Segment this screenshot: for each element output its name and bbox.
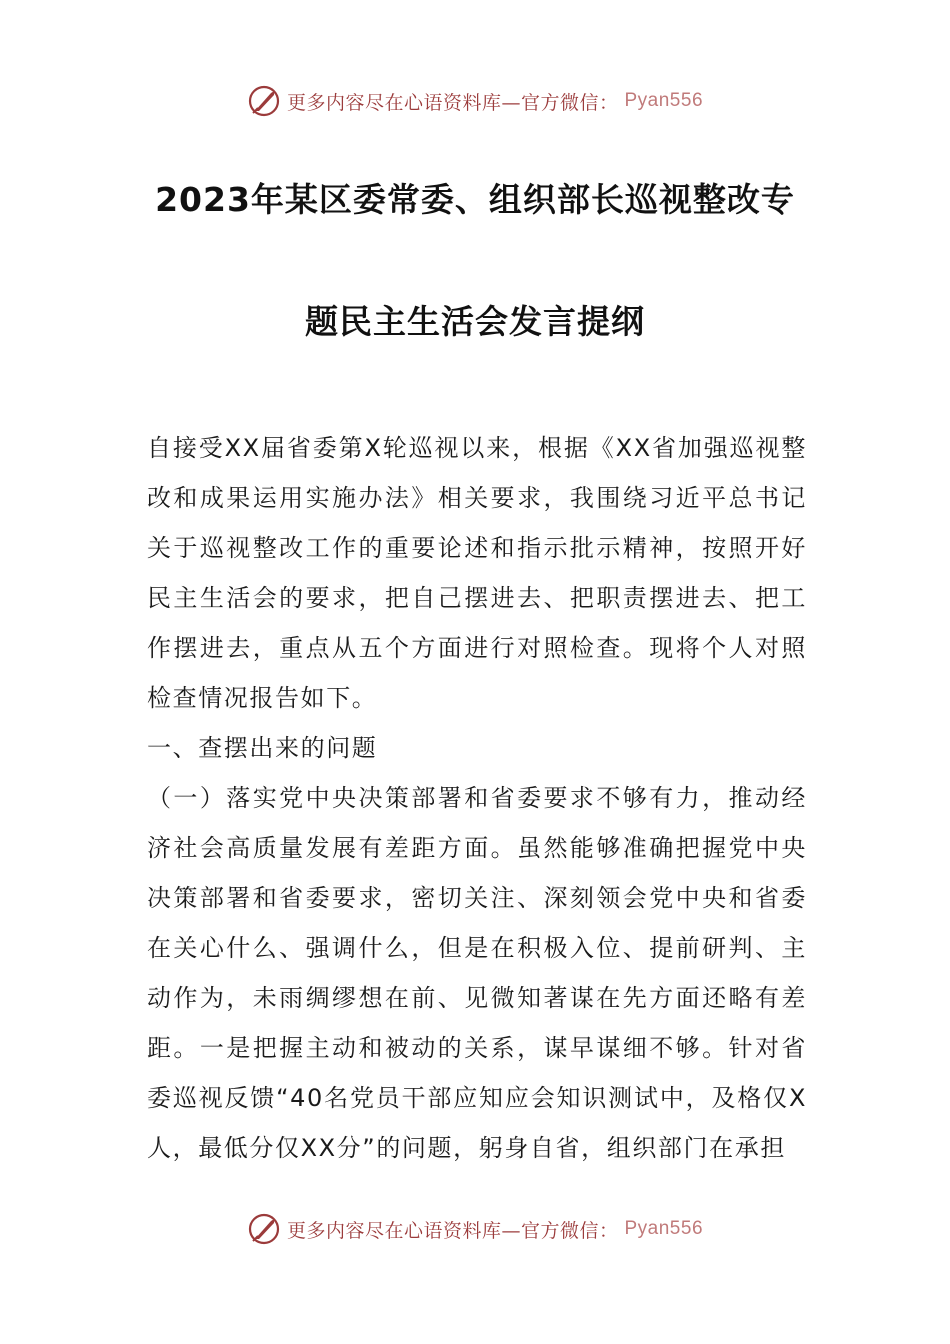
watermark-header: [0, 84, 950, 118]
document-title-line-1: 2023年某区委常委、组织部长巡视整改专: [155, 180, 795, 219]
watermark-wechat-id: Pyan556: [624, 90, 704, 111]
watermark-footer: [0, 1212, 950, 1246]
watermark-wechat-id: Pyan556: [624, 1218, 704, 1239]
watermark-text: 更多内容尽在心语资料库—官方微信：: [286, 91, 619, 114]
body-paragraph: （一）落实党中央决策部署和省委要求不够有力，推动经济社会高质量发展有差距方面。虽然能够准确把握党中央决策部署和省委要求，密切关注、深刻领会党中央和省委在关心什么、强调什么，但是在积极入位、提前研判、主动作为，未雨绸缪想在前、见微知著谋在先方面还略有差距。一是把握主动和被动的关系，谋早谋细不够。针对省委巡视反馈“40名党员干部应知应会知识测试中，及格仅X人，最低分仅XX分”的问题，躬身自省，组织部门在承担: [147, 784, 807, 1162]
document-body: [147, 423, 807, 1173]
document-title-line-2: 题民主生活会发言提纲: [305, 302, 645, 341]
section-heading: 一、查摆出来的问题: [147, 734, 378, 762]
quill-logo-icon: [247, 1212, 281, 1246]
intro-paragraph: 自接受XX届省委第X轮巡视以来，根据《XX省加强巡视整改和成果运用实施办法》相关要求，我围绕习近平总书记关于巡视整改工作的重要论述和指示批示精神，按照开好民主生活会的要求，把自己摆进去、把职责摆进去、把工作摆进去，重点从五个方面进行对照检查。现将个人对照检查情况报告如下。: [147, 434, 807, 712]
watermark-text: 更多内容尽在心语资料库—官方微信：: [286, 1219, 619, 1242]
quill-logo-icon: [247, 84, 281, 118]
